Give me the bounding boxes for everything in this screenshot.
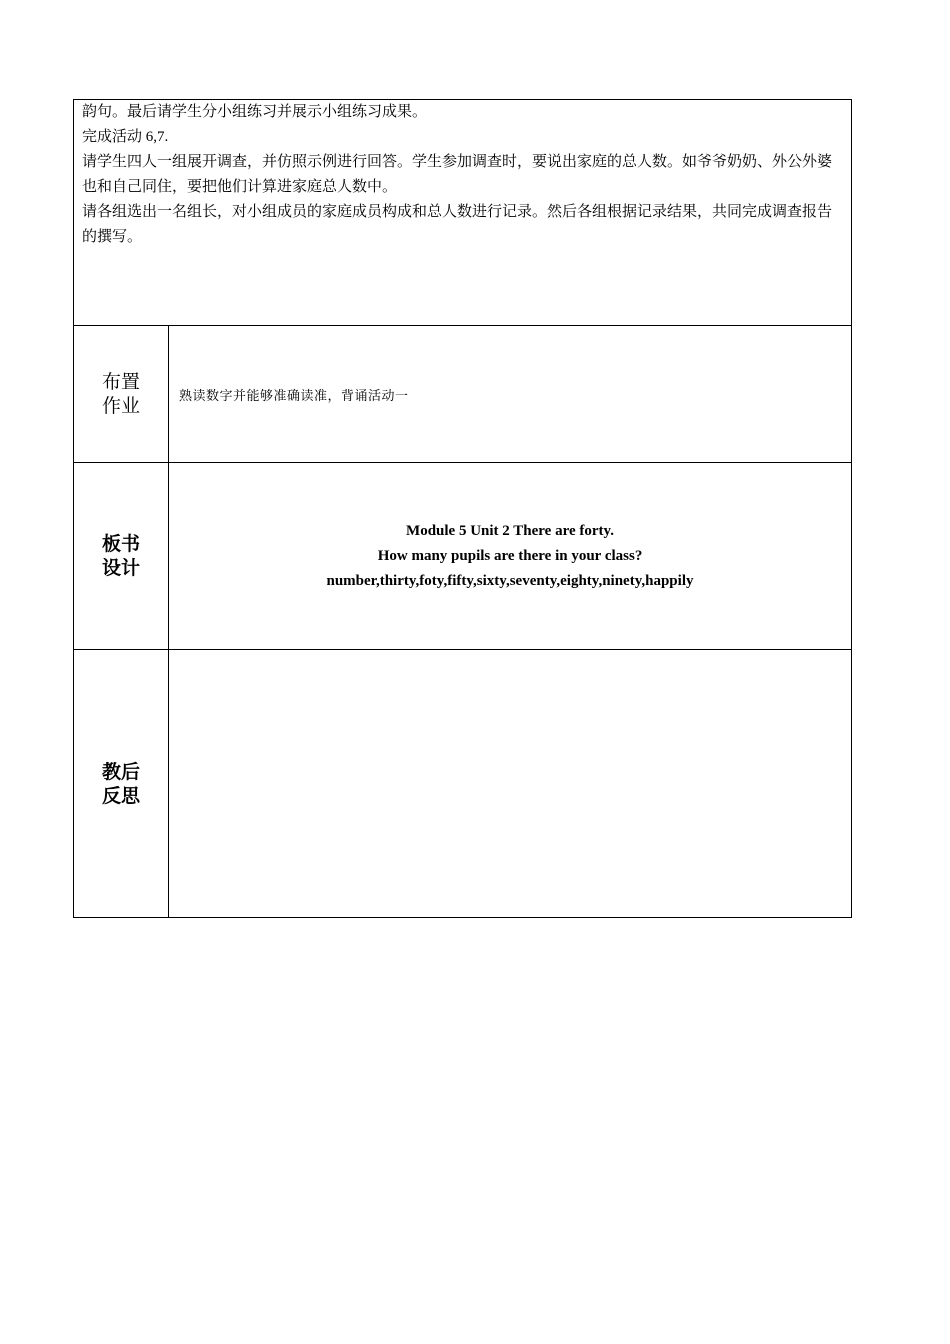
board-design-label — [74, 463, 169, 650]
lesson-plan-table — [73, 99, 852, 918]
activity-paragraph-1: 韵句。最后请学生分小组练习并展示小组练习成果。 — [82, 104, 428, 120]
activity-description-cell — [74, 100, 852, 326]
homework-row — [74, 326, 852, 463]
reflection-content — [169, 650, 852, 918]
activity-paragraph-2: 完成活动 6,7. — [82, 129, 169, 145]
activity-row — [74, 100, 852, 326]
homework-label-line1: 布置 — [101, 371, 140, 393]
board-design-content — [169, 463, 852, 650]
homework-content: 熟读数字并能够准确读准，背诵活动一 — [169, 326, 852, 463]
reflection-label — [74, 650, 169, 918]
board-label-line1: 板书 — [101, 533, 140, 555]
board-label-line2: 设计 — [101, 557, 140, 579]
homework-label-line2: 作业 — [101, 395, 140, 417]
board-line-vocabulary: number,thirty,foty,fifty,sixty,seventy,eighty,ninety,happily — [326, 572, 694, 589]
homework-label — [74, 326, 169, 463]
reflection-label-line1: 教后 — [101, 760, 140, 783]
reflection-row — [74, 650, 852, 918]
board-design-row — [74, 463, 852, 650]
activity-paragraph-3: 请学生四人一组展开调查，并仿照示例进行回答。学生参加调查时，要说出家庭的总人数。如爷爷奶奶、外公外婆也和自己同住，要把他们计算进家庭总人数中。 — [82, 154, 833, 195]
reflection-label-line2: 反思 — [101, 784, 140, 807]
activity-paragraph-4: 请各组选出一名组长，对小组成员的家庭成员构成和总人数进行记录。然后各组根据记录结果，共同完成调查报告的撰写。 — [82, 204, 833, 245]
board-line-title: Module 5 Unit 2 There are forty. — [406, 522, 614, 539]
board-line-question: How many pupils are there in your class? — [377, 547, 643, 564]
